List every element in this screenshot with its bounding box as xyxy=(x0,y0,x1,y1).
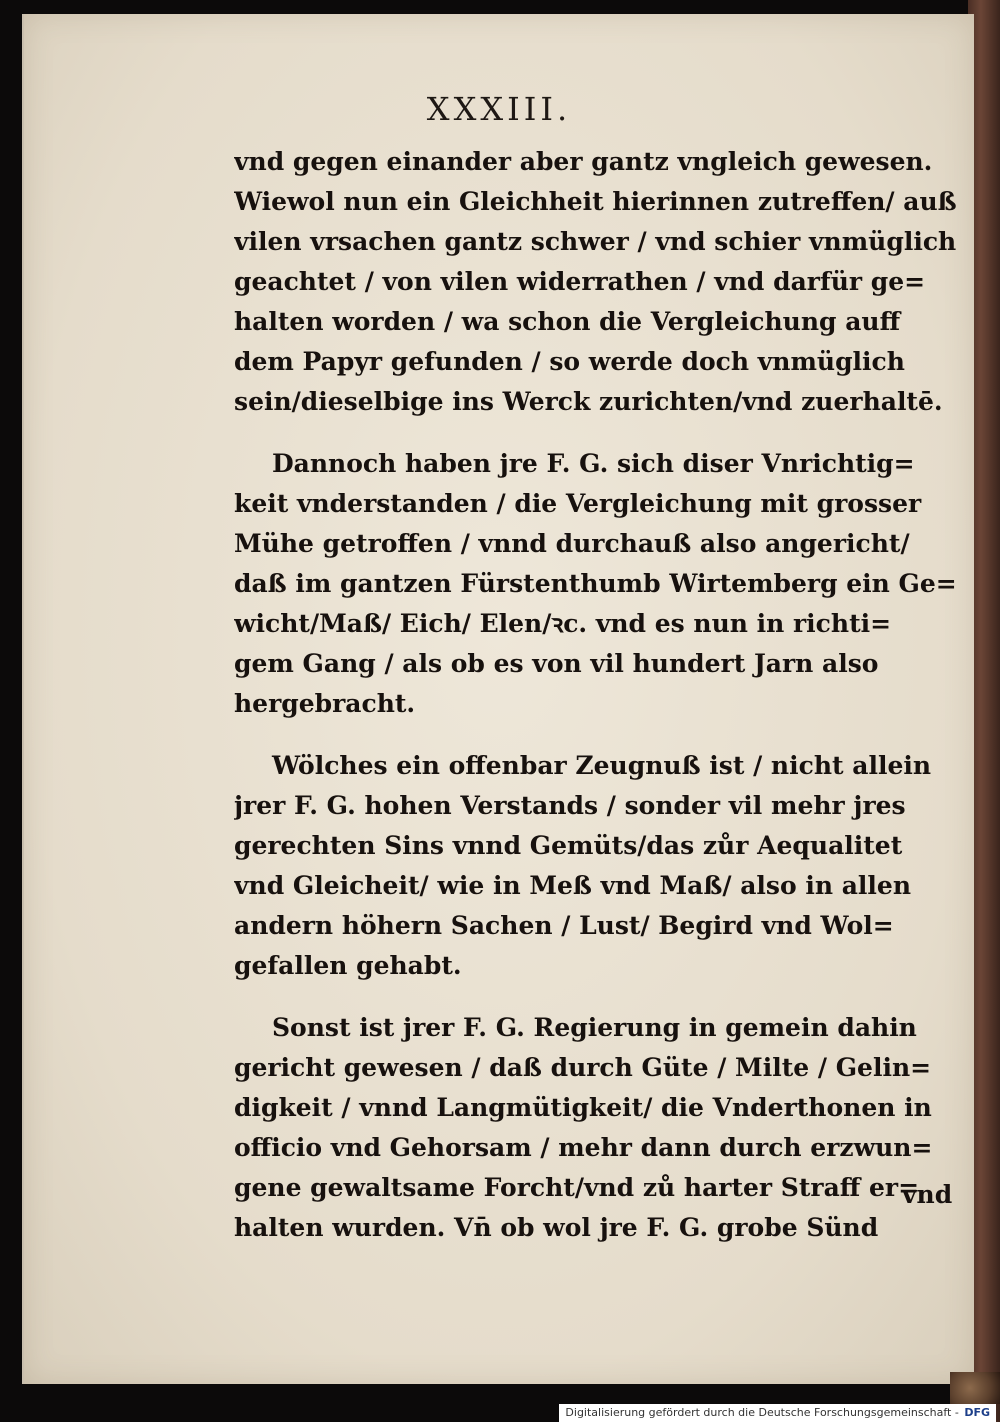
text-line: vnd gegen einander aber gantz vngleich gewesen. xyxy=(234,147,933,176)
text-line: Mühe getroffen / vnnd durchauß also angericht/ xyxy=(234,529,910,558)
text-line: officio vnd Gehorsam / mehr dann durch erzwun= xyxy=(234,1133,933,1162)
text-line: daß im gantzen Fürstenthumb Wirtemberg ein Ge= xyxy=(234,569,957,598)
credit-text: Digitalisierung gefördert durch die Deutsche Forschungsgemeinschaft - xyxy=(565,1406,959,1419)
text-line: halten wurden. Vn̄ ob wol jre F. G. grobe Sünd xyxy=(234,1213,879,1242)
text-line: sein/dieselbige ins Werck zurichten/vnd zuerhaltē. xyxy=(234,387,943,416)
text-line: geachtet / von vilen widerrathen / vnd darfür ge= xyxy=(234,267,926,296)
text-line: keit vnderstanden / die Vergleichung mit grosser xyxy=(234,489,922,518)
text-line: halten worden / wa schon die Vergleichung auff xyxy=(234,307,901,336)
text-line: digkeit / vnnd Langmütigkeit/ die Vnderthonen in xyxy=(234,1093,932,1122)
page-header-folio: XXXIII. xyxy=(426,90,572,128)
paragraph-2 xyxy=(234,444,959,724)
text-line: gem Gang / als ob es von vil hundert Jarn also xyxy=(234,649,879,678)
text-line: wicht/Maß/ Eich/ Elen/ꝛc. vnd es nun in richti= xyxy=(234,609,892,638)
text-line: dem Papyr gefunden / so werde doch vnmüglich xyxy=(234,347,905,376)
book-page xyxy=(22,14,974,1384)
text-line: Dannoch haben jre F. G. sich diser Vnrichtig= xyxy=(272,449,915,478)
text-line: gericht gewesen / daß durch Güte / Milte / Gelin= xyxy=(234,1053,932,1082)
text-line: hergebracht. xyxy=(234,689,416,718)
catchword: vnd xyxy=(902,1180,953,1209)
text-line: Sonst ist jrer F. G. Regierung in gemein dahin xyxy=(272,1013,917,1042)
paragraph-1 xyxy=(234,142,959,422)
text-line: vnd Gleicheit/ wie in Meß vnd Maß/ also in allen xyxy=(234,871,911,900)
text-line: andern höhern Sachen / Lust/ Begird vnd Wol= xyxy=(234,911,894,940)
page-corner-damage xyxy=(950,1372,1000,1404)
text-line: gefallen gehabt. xyxy=(234,951,462,980)
text-line: Wölches ein offenbar Zeugnuß ist / nicht allein xyxy=(272,751,932,780)
digitization-credit xyxy=(559,1404,996,1422)
text-line: gerechten Sins vnnd Gemüts/das zůr Aequalitet xyxy=(234,831,903,860)
paragraph-4 xyxy=(234,1008,959,1248)
text-line: Wiewol nun ein Gleichheit hierinnen zutreffen/ auß xyxy=(234,187,957,216)
dfg-logo: DFG xyxy=(964,1406,990,1419)
body-text xyxy=(234,142,959,1270)
text-line: vilen vrsachen gantz schwer / vnd schier vnmüglich xyxy=(234,227,957,256)
text-line: jrer F. G. hohen Verstands / sonder vil mehr jres xyxy=(234,791,906,820)
paragraph-3 xyxy=(234,746,959,986)
text-line: gene gewaltsame Forcht/vnd zů harter Straff er= xyxy=(234,1173,920,1202)
